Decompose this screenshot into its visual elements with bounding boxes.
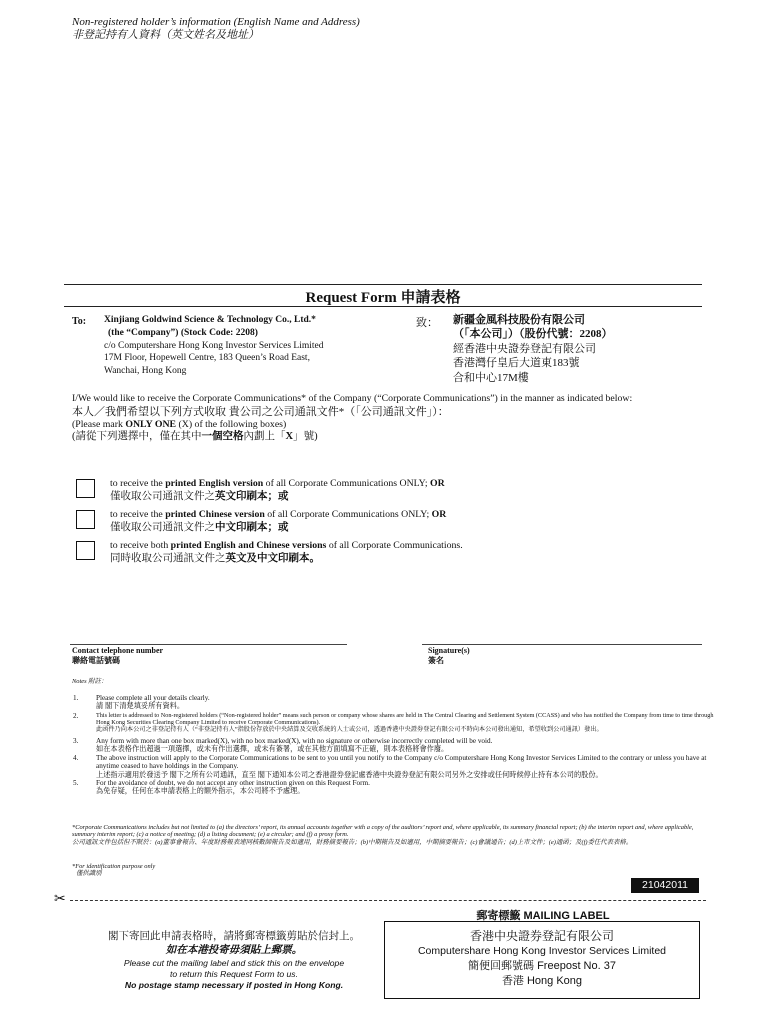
contact-phone-label-zh: 聯絡電話號碼 [72,655,120,665]
mark-instruction-en: (Please mark ONLY ONE (X) of the following boxes) [72,418,287,430]
note-5: For the avoidance of doubt, we do not accept any other instruction given on this Request Form. 為免存疑，任何在本申請表格上的額外指示，本公司將不予處理。 [96,779,370,796]
option-chinese-text: to receive the printed Chinese version of all Corporate Communications ONLY; OR 僅收取公司通訊文件之中文印刷本；或 [110,509,447,533]
scissors-icon: ✂ [54,892,66,907]
mailing-freepost: 簡便回郵號碼 Freepost No. 37 [468,960,616,972]
signature-label-zh: 簽名 [428,655,444,665]
form-code: 21042011 [631,878,699,893]
option-both-text: to receive both printed English and Chinese versions of all Corporate Communications. 同時收取公司通訊文件之英文及中文印刷本。 [110,540,463,564]
cut-line [70,900,706,901]
option-english-text: to receive the printed English version of all Corporate Communications ONLY; OR 僅收取公司通訊文件之英文印刷本；或 [110,478,445,502]
title-top-rule [64,284,702,285]
signature-line[interactable] [422,644,702,645]
mailing-label-box [384,921,700,999]
mailing-address-zh: 香港中央證券登記有限公司 [469,929,614,943]
identification-note: *For identification purpose only 僅供識別 [72,863,156,878]
note-3: Any form with more than one box marked(X), with no box marked(X), with no signature or otherwise incorrectly completed will be void. 如在本表格作出超過一項選擇，或未有作出選擇，或未有簽署，或在其他方面填寫不正確，則本表格將會作廢。 [96,737,493,754]
mailing-instruction-zh2: 如在本港投寄毋須貼上郵票。 [165,945,303,956]
option-both-checkbox[interactable] [76,541,95,560]
notes-heading: Notes 附註： [72,678,108,685]
mailing-instruction-zh1: 閣下寄回此申請表格時，請將郵寄標籤剪貼於信封上。 [108,931,360,942]
holder-info-label-en: Non-registered holder’s information (English Name and Address) [72,16,360,28]
note-1: Please complete all your details clearly. 請 閣下清楚填妥所有資料。 [96,694,210,711]
to-label-zh: 致： [416,317,438,329]
notes-list: 1. Please complete all your details clearly. 請 閣下清楚填妥所有資料。 2. This letter is addressed to Non-registered holders (“Non-registered holder” means such person or company whose shares are held in The Central Clearing and Settlement System (CCASS) and who has notified the Company from time to time through Hong Kong Securities Clearing Company Limited to receive Corporate Communications). 此函件乃向本公司之非登記持有人（“非登記持有人”指股份存放於中央結算及交收系統的人士或公司，透過香港中央證券登記有限公司不時向本公司發出通知，希望收到公司通訊）發出。 3. Any form with more than one box marked(X), with no box marked(X), with no signature or otherwise incorrectly completed will be void. 如在本表格作出超過一項選擇，或未有作出選擇，或未有簽署，或在其他方面填寫不正確，則本表格將會作廢。 4. The above instruction will apply to the Corporate Communications to be sent to you until you notify to the Company c/o Computershare Hong Kong Investor Services Limited to the contrary or unless you have at anytime ceased to have holdings in the Company. 上述指示適用於發送予 閣下之所有公司通訊，直至 閣下通知本公司之香港證券登記處香港中央證券登記有限公司另外之安排或任何時候停止持有本公司的股份。 5. For the avoidance of doubt, we do not accept any other instruction given on this Request Form. 為免存疑，任何在本申請表格上的額外指示，本公司將不予處理。 [0,694,770,804]
option-english-checkbox[interactable] [76,479,95,498]
mailing-instructions [74,930,394,991]
mailing-instruction-en1: Please cut the mailing label and stick this on the envelope [123,958,345,968]
company-address-en: Xinjiang Goldwind Science & Technology Co., Ltd.* (the “Company”) (Stock Code: 2208) c/o Computershare Hong Kong Investor Services Limited 17M Floor, Hopewell Centre, 183 Queen’s Road East, Wanchai, Hong Kong [104,315,324,377]
option-chinese-checkbox[interactable] [76,510,95,529]
mailing-instruction-en2: to return this Request Form to us. [169,969,298,979]
signature-label-en: Signature(s) [428,646,470,655]
mailing-hong-kong: 香港 Hong Kong [501,975,583,987]
mailing-address-en: Computershare Hong Kong Investor Services Limited [417,945,667,957]
corporate-communications-footnote: *Corporate Communications includes but not limited to (a) the directors’ report, its annual accounts together with a copy of the auditors’ report and, where applicable, its summary financial report; (b) the interim report and, where applicable, summary interim report; (c) a notice of meeting; (d) a listing document; (e) a circular; and (f) a proxy form. 公司通訊文件包括但不限於：(a)董事會報告、年度財務報表連同核數師報告及如適用，財務摘要報告；(b)中期報告及如適用，中期摘要報告；(c)會議通告；(d)上市文件；(e)通函；及(f)委任代表表格。 [72,824,694,846]
form-title: Request Form 申請表格 [305,290,461,306]
contact-phone-label-en: Contact telephone number [72,646,164,655]
mailing-instruction-en3: No postage stamp necessary if posted in Hong Kong. [124,980,344,990]
mailing-label-title: 郵寄標籤 MAILING LABEL [476,910,610,922]
contact-phone-line[interactable] [70,644,347,645]
note-2: This letter is addressed to Non-registered holders (“Non-registered holder” means such person or company whose shares are held in The Central Clearing and Settlement System (CCASS) and who has notified the Company from time to time through Hong Kong Securities Clearing Company Limited to receive Corporate Communications). 此函件乃向本公司之非登記持有人（“非登記持有人”指股份存放於中央結算及交收系統的人士或公司，透過香港中央證券登記有限公司不時向本公司發出通知，希望收到公司通訊）發出。 [96,712,714,734]
company-address-zh: 新疆金風科技股份有限公司 （「本公司」）（股份代號：2208） 經香港中央證券登記有限公司 香港灣仔皇后大道東183號 合和中心17M樓 [453,314,613,384]
note-4: The above instruction will apply to the Corporate Communications to be sent to you until you notify to the Company c/o Computershare Hong Kong Investor Services Limited to the contrary or unless you have at anytime ceased to have holdings in the Company. 上述指示適用於發送予 閣下之所有公司通訊，直至 閣下通知本公司之香港證券登記處香港中央證券登記有限公司另外之安排或任何時候停止持有本公司的股份。 [96,754,707,779]
title-bottom-rule [64,306,702,307]
mark-instruction-zh: (請從下列選擇中，僅在其中一個空格內劃上「X」號) [72,431,318,443]
intro-text-zh: 本人／我們希望以下列方式收取 貴公司之公司通訊文件*（「公司通訊文件」）： [72,405,449,418]
to-label: To: [72,316,87,327]
holder-info-label-zh: 非登記持有人資料（英文姓名及地址） [72,29,259,41]
intro-text-en: I/We would like to receive the Corporate Communications* of the Company (“Corporate Communications”) in the manner as indicated below: [72,393,633,404]
